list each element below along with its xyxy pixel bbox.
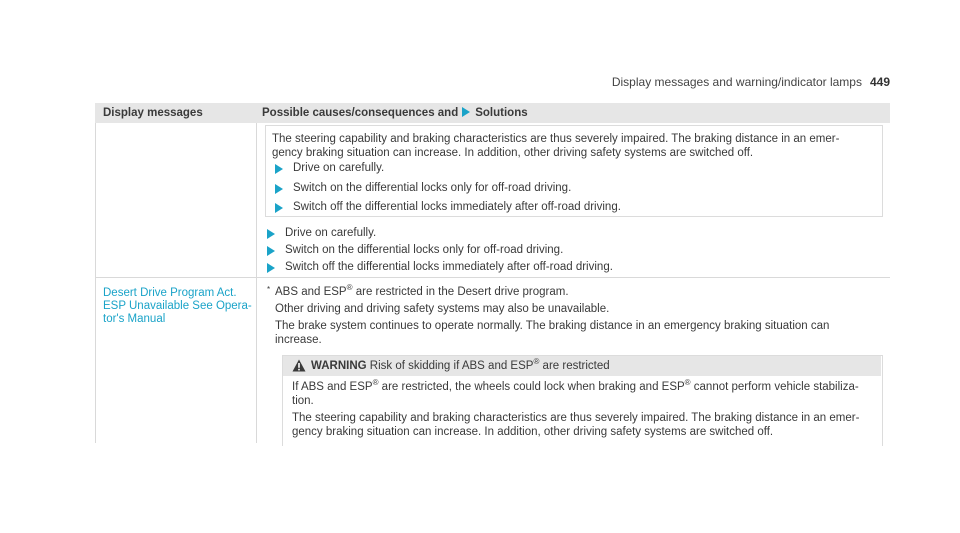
step-arrow-icon	[275, 184, 283, 194]
solution-step: Switch off the differential locks immediately after off-road driving.	[285, 261, 613, 273]
warning-text: cannot perform vehicle stabiliza-	[693, 381, 859, 393]
step-arrow-icon	[267, 263, 275, 273]
box-paragraph-line: The steering capability and braking characteristics are thus severely impaired. The braking distance in an emer-	[272, 133, 840, 145]
cause-line: The brake system continues to operate normally. The braking distance in an emergency braking situation can	[275, 320, 830, 332]
warning-body-line	[292, 380, 877, 394]
row-divider	[95, 277, 890, 278]
warning-body-line: tion.	[292, 395, 314, 407]
display-message-line: ESP Unavailable See Opera-	[103, 300, 252, 312]
running-head	[612, 75, 890, 89]
cause-after: are restricted in the Desert drive program.	[355, 286, 569, 298]
warning-body	[292, 380, 877, 439]
solution-step: Switch on the differential locks only for off-road driving.	[285, 244, 564, 256]
table-header	[95, 103, 890, 123]
box-step: Switch off the differential locks immediately after off-road driving.	[293, 201, 621, 213]
warning-title-after: are restricted	[542, 360, 610, 372]
messages-table	[95, 103, 890, 443]
box-paragraph-line: gency braking situation can increase. In addition, other driving safety systems are switched off.	[272, 147, 754, 159]
registered-mark: ®	[346, 283, 353, 293]
header-causes-solutions	[262, 107, 528, 119]
warning-title-before: Risk of skidding if ABS and ESP	[369, 360, 534, 372]
cause-line: Other driving and driving safety systems may also be unavailable.	[275, 303, 610, 315]
box-step: Drive on carefully.	[293, 162, 385, 174]
display-message-line: Desert Drive Program Act.	[103, 287, 237, 299]
header-causes-label: Possible causes/consequences and	[262, 107, 459, 119]
triangle-arrow-icon	[462, 107, 470, 117]
table-column-rule	[256, 123, 257, 443]
step-arrow-icon	[275, 164, 283, 174]
warning-text: are restricted, the wheels could lock when braking and ESP	[381, 381, 685, 393]
running-head-title: Display messages and warning/indicator lamps	[611, 75, 862, 89]
registered-mark: ®	[372, 378, 379, 388]
step-arrow-icon	[275, 203, 283, 213]
table-left-rule	[95, 123, 96, 443]
display-message-line: tor's Manual	[103, 313, 166, 325]
cause-line: * ABS and ESP® are restricted in the Desert drive program.	[267, 283, 569, 298]
registered-mark: ®	[533, 357, 540, 367]
warning-text: If ABS and ESP	[292, 381, 373, 393]
warning-title	[311, 359, 610, 373]
display-message	[103, 287, 253, 326]
cause-before: ABS and ESP	[275, 286, 347, 298]
header-solutions-label: Solutions	[475, 107, 528, 119]
box-paragraph	[272, 132, 877, 160]
cause-line: increase.	[275, 334, 322, 346]
warning-body-line: gency braking situation can increase. In addition, other driving safety systems are switched off.	[292, 426, 774, 438]
registered-mark: ®	[684, 378, 691, 388]
header-display-messages: Display messages	[103, 107, 203, 119]
box-step: Switch on the differential locks only for off-road driving.	[293, 182, 572, 194]
warning-body-line: The steering capability and braking characteristics are thus severely impaired. The braking distance in an emer-	[292, 412, 860, 424]
warning-label: WARNING	[311, 360, 367, 372]
step-arrow-icon	[267, 246, 275, 256]
step-arrow-icon	[267, 229, 275, 239]
warning-triangle-icon	[292, 359, 306, 372]
page-number: 449	[869, 75, 890, 89]
solution-step: Drive on carefully.	[285, 227, 377, 239]
cause-text	[267, 285, 882, 347]
